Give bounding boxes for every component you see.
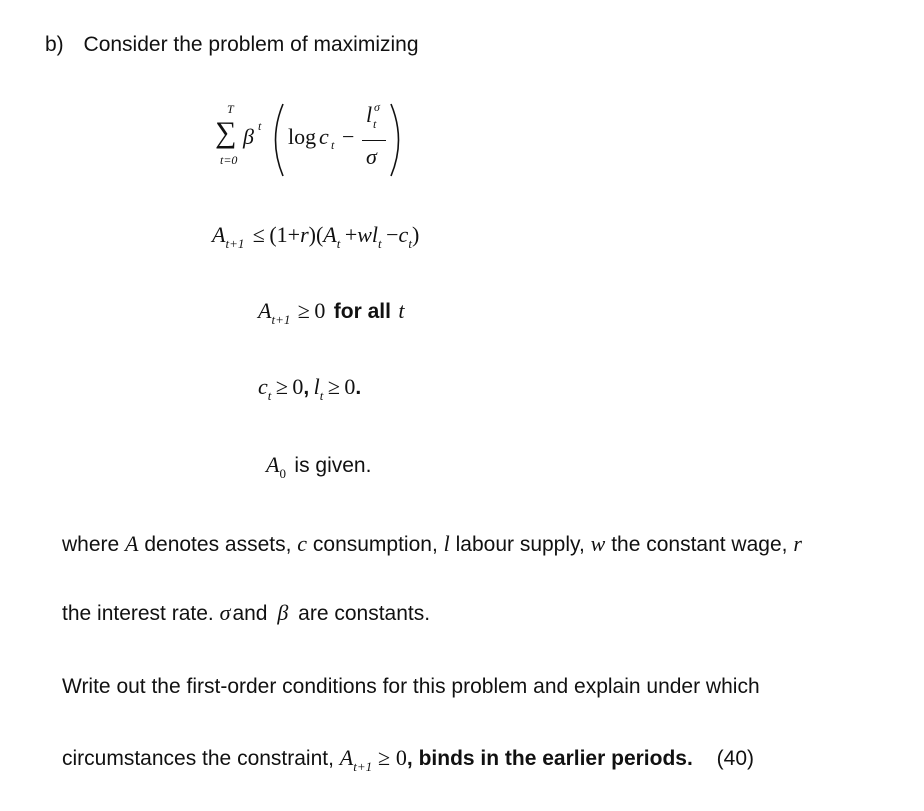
objective-formula — [210, 100, 430, 180]
def-w: w — [590, 531, 606, 556]
l-symbol: l — [366, 102, 373, 127]
def-l: l — [443, 531, 450, 556]
budget-open: (1 — [269, 222, 288, 247]
definitions-line-1 — [62, 531, 802, 557]
def-sigma: σ — [219, 600, 231, 625]
control-nonneg-constraint — [258, 374, 362, 403]
nonneg-geq: ≥ — [297, 298, 310, 323]
minus-sign: − — [342, 124, 355, 149]
initial-A-sub: 0 — [279, 466, 286, 481]
ctrl-c: c — [258, 374, 268, 399]
budget-minus: − — [386, 222, 399, 247]
question-marks: (40) — [716, 747, 755, 770]
log-text: log — [288, 124, 317, 149]
c-symbol: c — [319, 124, 329, 149]
initial-A: A — [266, 452, 280, 477]
heading-text: Consider the problem of maximizing — [83, 33, 419, 56]
beta-symbol: β — [243, 124, 254, 149]
asset-nonneg-constraint — [258, 298, 405, 327]
budget-close: ) — [411, 222, 420, 247]
budget-A2-sub: t — [336, 236, 341, 251]
question-zero: 0 — [395, 745, 407, 770]
budget-c-sub: t — [408, 236, 412, 251]
right-paren — [388, 102, 408, 178]
fraction-bar — [362, 140, 386, 141]
def-c: c — [297, 531, 308, 556]
part-label: b) — [45, 33, 64, 56]
budget-mid: )( — [308, 222, 324, 247]
question-line-1: Write out the first-order conditions for this problem and explain under which — [62, 675, 760, 698]
ctrl-l: l — [313, 374, 320, 399]
budget-A: A — [212, 222, 226, 247]
budget-wl: wl — [357, 222, 379, 247]
nonneg-zero: 0 — [314, 298, 326, 323]
ctrl-c-sub: t — [267, 388, 272, 403]
question-binds: , binds in the earlier periods. — [406, 747, 693, 770]
beta-exponent: t — [258, 119, 262, 133]
def-consumption: consumption, — [312, 533, 438, 556]
question-A-sub: t+1 — [353, 759, 373, 774]
c-subscript: t — [331, 138, 335, 152]
ctrl-comma: , — [303, 376, 310, 399]
question-text: circumstances the constraint, — [62, 747, 334, 770]
ctrl-geq1: ≥ — [275, 374, 288, 399]
sigma-denominator: σ — [366, 144, 377, 169]
budget-constraint — [212, 222, 420, 251]
left-paren — [266, 102, 286, 178]
initial-text: is given. — [294, 454, 372, 477]
def-beta: β — [277, 600, 289, 625]
question-geq: ≥ — [377, 745, 391, 770]
question-line-2 — [62, 745, 755, 774]
def-and: and — [232, 602, 268, 625]
ctrl-l-sub: t — [319, 388, 324, 403]
def-r: r — [793, 531, 802, 556]
budget-r: r — [300, 222, 309, 247]
ctrl-period: . — [355, 376, 362, 399]
sum-upper: T — [227, 102, 234, 116]
def-constants: are constants. — [298, 602, 431, 625]
sum-lower: t=0 — [220, 153, 238, 167]
budget-l-sub: t — [378, 236, 382, 251]
definitions-line-2 — [62, 600, 430, 626]
budget-leq: ≤ — [252, 222, 265, 247]
ctrl-zero2: 0 — [344, 374, 356, 399]
def-interest: the interest rate. — [62, 602, 214, 625]
budget-plus: + — [287, 222, 301, 247]
def-wage: the constant wage, — [611, 533, 788, 556]
def-labour: labour supply, — [455, 533, 585, 556]
budget-plus2: + — [344, 222, 358, 247]
l-subscript: t — [373, 117, 377, 131]
ctrl-zero1: 0 — [292, 374, 304, 399]
budget-A-sub: t+1 — [225, 236, 245, 251]
nonneg-t: t — [398, 298, 405, 323]
nonneg-A-sub: t+1 — [271, 312, 291, 327]
def-assets: denotes assets, — [144, 533, 292, 556]
budget-c: c — [398, 222, 409, 247]
sum-symbol: ∑ — [215, 116, 237, 149]
nonneg-forall: for all — [333, 300, 391, 323]
question-heading — [45, 33, 419, 57]
def-where: where — [62, 533, 120, 556]
initial-condition — [266, 452, 372, 481]
budget-A2: A — [323, 222, 337, 247]
def-A: A — [125, 531, 139, 556]
question-A: A — [339, 745, 354, 770]
nonneg-A: A — [258, 298, 272, 323]
ctrl-geq2: ≥ — [327, 374, 340, 399]
l-superscript: σ — [374, 100, 380, 114]
